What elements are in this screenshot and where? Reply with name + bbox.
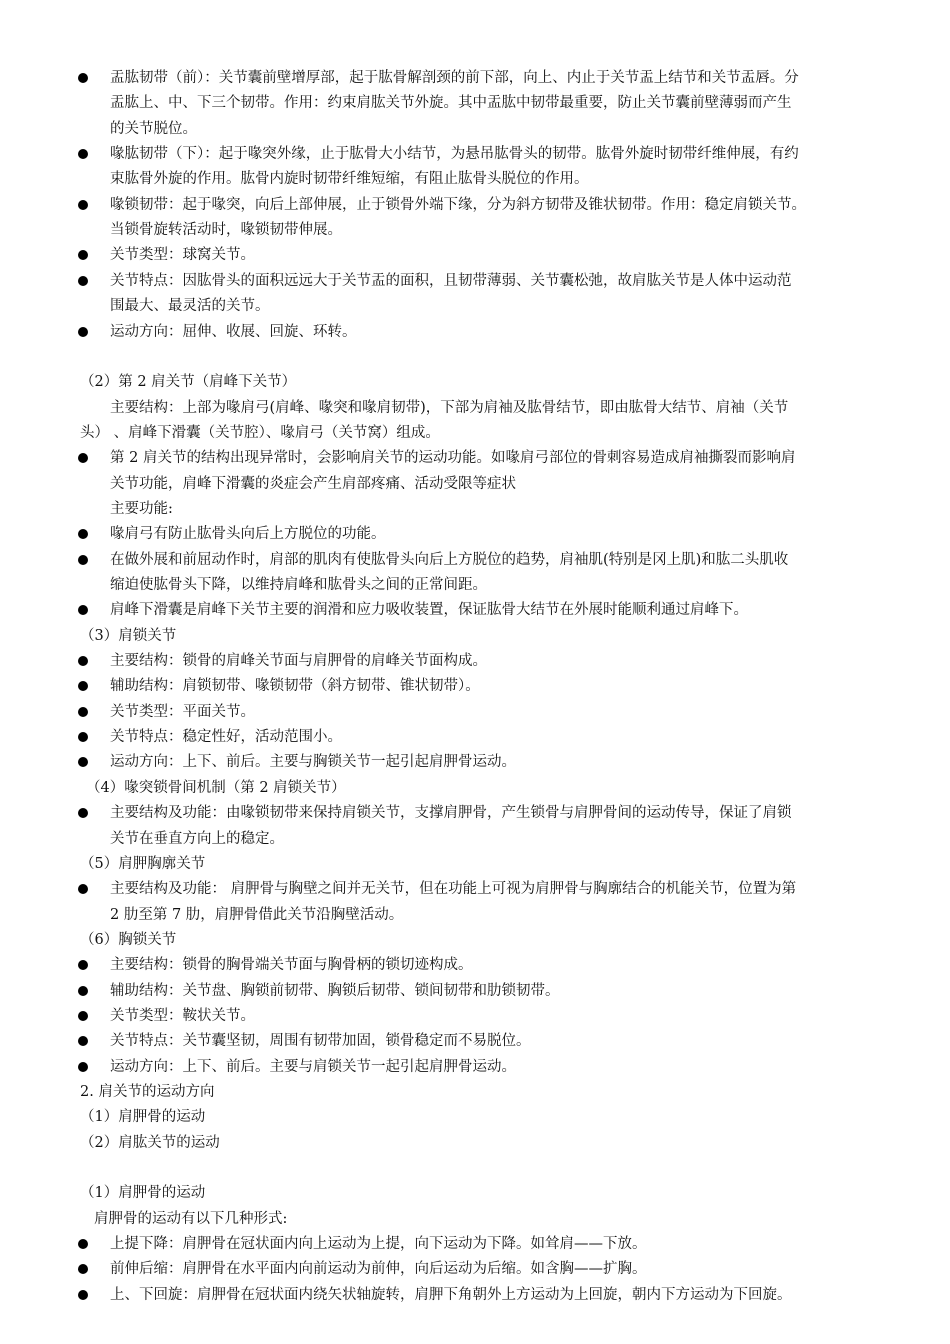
line-text: 第 2 肩关节的结构出现异常时，会影响肩关节的运动功能。如喙肩弓部位的骨刺容易造成肩袖撕裂而影响肩 xyxy=(110,450,796,467)
bullet-icon xyxy=(78,707,88,717)
line-text: 主要功能: xyxy=(110,500,173,517)
line-text: （4）喙突锁骨间机制（第 2 肩锁关节） xyxy=(86,779,346,796)
line-text: 运动方向：屈伸、收展、回旋、环转。 xyxy=(110,323,357,340)
bullet-icon xyxy=(78,1036,88,1046)
text-line xyxy=(0,1080,950,1104)
bullet-line xyxy=(0,674,950,698)
bullet-icon xyxy=(78,555,88,565)
line-text: 上提下降：肩胛骨在冠状面内向上运动为上提，向下运动为下降。如耸肩——下放。 xyxy=(110,1236,647,1253)
text-line xyxy=(0,345,950,369)
bullet-icon xyxy=(78,681,88,691)
text-line xyxy=(0,472,950,496)
line-text: 盂肱韧带（前）：关节囊前壁增厚部，起于肱骨解剖颈的前下部，向上、内止于关节盂上结节和关节盂唇。分 xyxy=(110,70,799,86)
bullet-icon xyxy=(78,960,88,970)
bullet-line xyxy=(0,548,950,572)
line-text: 束肱骨外旋的作用。肱骨内旋时韧带纤维短缩，有阻止肱骨头脱位的作用。 xyxy=(110,171,589,188)
text-line xyxy=(0,1181,950,1205)
bullet-line xyxy=(0,1055,950,1079)
bullet-line xyxy=(0,725,950,749)
line-text: 前伸后缩：肩胛骨在水平面内向前运动为前伸，向后运动为后缩。如含胸——扩胸。 xyxy=(110,1261,647,1278)
bullet-icon xyxy=(78,1290,88,1300)
line-text: 关节特点：因肱骨头的面积远远大于关节盂的面积，且韧带薄弱、关节囊松弛，故肩肱关节是人体中运动范 xyxy=(110,272,792,289)
bullet-line xyxy=(0,877,950,901)
line-text: 肩峰下滑囊是肩峰下关节主要的润滑和应力吸收装置，保证肱骨大结节在外展时能顺利通过肩峰下。 xyxy=(110,602,748,619)
bullet-line xyxy=(0,1029,950,1053)
line-text: 关节特点：稳定性好，活动范围小。 xyxy=(110,729,342,746)
bullet-icon xyxy=(78,1239,88,1249)
bullet-line xyxy=(0,801,950,825)
text-line xyxy=(0,497,950,521)
line-text: 关节类型：球窝关节。 xyxy=(110,247,255,264)
line-text: 喙肱韧带（下）：起于喙突外缘，止于肱骨大小结节，为悬吊肱骨头的韧带。肱骨外旋时韧带纤维伸展，有约 xyxy=(110,146,799,163)
bullet-line xyxy=(0,193,950,217)
text-line xyxy=(0,776,950,800)
bullet-icon xyxy=(78,605,88,615)
line-text: （2）肩肱关节的运动 xyxy=(80,1134,220,1151)
bullet-line xyxy=(0,320,950,344)
bullet-line xyxy=(0,269,950,293)
line-text: 主要结构：锁骨的胸骨端关节面与胸骨柄的锁切迹构成。 xyxy=(110,957,473,974)
line-text: （6）胸锁关节 xyxy=(80,931,177,948)
line-text: 关节在垂直方向上的稳定。 xyxy=(110,830,284,847)
line-text: （5）肩胛胸廓关节 xyxy=(80,855,206,872)
bullet-icon xyxy=(78,732,88,742)
bullet-icon xyxy=(78,529,88,539)
text-line xyxy=(0,396,950,420)
line-text: （1）肩胛骨的运动 xyxy=(80,1185,206,1202)
line-text: 辅助结构：肩锁韧带、喙锁韧带（斜方韧带、锥状韧带）。 xyxy=(110,678,480,695)
bullet-line xyxy=(0,649,950,673)
bullet-icon xyxy=(78,200,88,210)
bullet-icon xyxy=(78,1011,88,1021)
text-line xyxy=(0,1131,950,1155)
bullet-line xyxy=(0,700,950,724)
bullet-line xyxy=(0,66,950,90)
text-line xyxy=(0,91,950,115)
bullet-icon xyxy=(78,986,88,996)
line-text: （1）肩胛骨的运动 xyxy=(80,1109,206,1126)
text-line xyxy=(0,903,950,927)
text-line xyxy=(0,1105,950,1129)
line-text: 喙肩弓有防止肱骨头向后上方脱位的功能。 xyxy=(110,526,386,543)
bullet-line xyxy=(0,598,950,622)
bullet-icon xyxy=(78,453,88,463)
bullet-icon xyxy=(78,73,88,83)
line-text: 主要结构及功能：由喙锁韧带来保持肩锁关节，支撑肩胛骨，产生锁骨与肩胛骨间的运动传导，保证了肩锁 xyxy=(110,805,792,822)
bullet-line xyxy=(0,750,950,774)
text-line xyxy=(0,421,950,445)
line-text: 肩胛骨的运动有以下几种形式: xyxy=(94,1210,288,1227)
bullet-icon xyxy=(78,884,88,894)
line-text: 盂肱上、中、下三个韧带。作用：约束肩肱关节外旋。其中盂肱中韧带最重要，防止关节囊前壁薄弱而产生 xyxy=(110,95,792,112)
bullet-line xyxy=(0,142,950,166)
line-text: 上、下回旋：肩胛骨在冠状面内绕矢状轴旋转，肩胛下角朝外上方运动为上回旋，朝内下方运动为下回旋。 xyxy=(110,1286,792,1303)
line-text: 关节类型：鞍状关节。 xyxy=(110,1007,255,1024)
line-text: 2 肋至第 7 肋，肩胛骨借此关节沿胸壁活动。 xyxy=(110,906,404,923)
bullet-icon xyxy=(78,327,88,337)
text-line xyxy=(0,928,950,952)
text-line xyxy=(0,573,950,597)
bullet-icon xyxy=(78,1264,88,1274)
text-line xyxy=(0,218,950,242)
bullet-line xyxy=(0,953,950,977)
text-line xyxy=(0,167,950,191)
line-text: 缩迫使肱骨头下降，以维持肩峰和肱骨头之间的正常间距。 xyxy=(110,577,487,593)
text-line xyxy=(0,294,950,318)
line-text: 围最大、最灵活的关节。 xyxy=(110,298,270,315)
line-text: 的关节脱位。 xyxy=(110,120,197,137)
bullet-icon xyxy=(78,1062,88,1072)
line-text: 运动方向：上下、前后。主要与胸锁关节一起引起肩胛骨运动。 xyxy=(110,754,516,771)
bullet-icon xyxy=(78,656,88,666)
bullet-icon xyxy=(78,276,88,286)
line-text: （3）肩锁关节 xyxy=(80,627,177,644)
text-line xyxy=(0,1207,950,1231)
bullet-line xyxy=(0,1257,950,1281)
bullet-icon xyxy=(78,757,88,767)
bullet-line xyxy=(0,522,950,546)
bullet-icon xyxy=(78,808,88,818)
bullet-icon xyxy=(78,149,88,159)
line-text: 喙锁韧带：起于喙突，向后上部伸展，止于锁骨外端下缘，分为斜方韧带及锥状韧带。作用：稳定肩锁关节。 xyxy=(110,196,806,213)
line-text: 关节类型：平面关节。 xyxy=(110,703,255,720)
text-line xyxy=(0,117,950,141)
line-text: 主要结构：锁骨的肩峰关节面与肩胛骨的肩峰关节面构成。 xyxy=(110,653,487,670)
line-text: 辅助结构：关节盘、胸锁前韧带、胸锁后韧带、锁间韧带和肋锁韧带。 xyxy=(110,982,560,999)
bullet-line xyxy=(0,243,950,267)
line-text: 主要结构：上部为喙肩弓(肩峰、喙突和喙肩韧带)，下部为肩袖及肱骨结节，即由肱骨大结节、肩袖（关节 xyxy=(110,399,789,416)
text-line xyxy=(0,624,950,648)
text-line xyxy=(0,1156,950,1180)
bullet-line xyxy=(0,1232,950,1256)
bullet-line xyxy=(0,979,950,1003)
line-text: 在做外展和前屈动作时，肩部的肌肉有使肱骨头向后上方脱位的趋势，肩袖肌(特别是冈上肌)和肱二头肌收 xyxy=(110,551,789,568)
bullet-line xyxy=(0,446,950,470)
text-line xyxy=(0,370,950,394)
text-line xyxy=(0,827,950,851)
line-text: 头） 、肩峰下滑囊（关节腔）、喙肩弓（关节窝）组成。 xyxy=(80,424,440,441)
line-text: 关节功能，肩峰下滑囊的炎症会产生肩部疼痛、活动受限等症状 xyxy=(110,475,516,492)
line-text: （2）第 2 肩关节（肩峰下关节） xyxy=(80,374,297,391)
line-text: 2. 肩关节的运动方向 xyxy=(80,1084,215,1100)
line-text: 关节特点：关节囊坚韧，周围有韧带加固，锁骨稳定而不易脱位。 xyxy=(110,1033,531,1050)
line-text: 当锁骨旋转活动时，喙锁韧带伸展。 xyxy=(110,222,342,239)
bullet-icon xyxy=(78,250,88,260)
bullet-line xyxy=(0,1004,950,1028)
line-text: 主要结构及功能： 肩胛骨与胸壁之间并无关节，但在功能上可视为肩胛骨与胸廓结合的机能关节，位置为第 xyxy=(110,881,797,898)
text-line xyxy=(0,852,950,876)
line-text: 运动方向：上下、前后。主要与肩锁关节一起引起肩胛骨运动。 xyxy=(110,1058,516,1075)
bullet-line xyxy=(0,1283,950,1307)
